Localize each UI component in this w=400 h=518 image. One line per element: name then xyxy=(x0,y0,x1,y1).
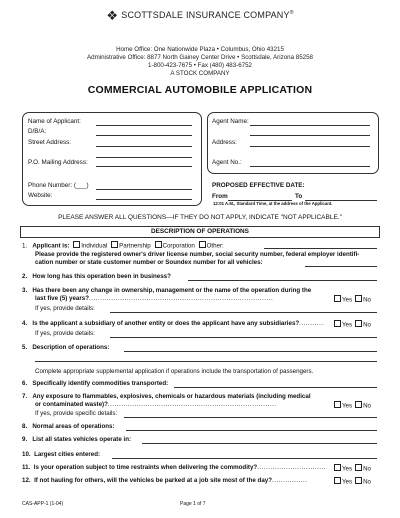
q12-yes-no: Yes No xyxy=(331,477,371,486)
admin-office: Administrative Office: 8877 North Gainey Center Drive • Scottsdale, Arizona 85258 xyxy=(87,54,313,61)
phone-fax: 1-800-423-7675 • Fax (480) 483-6752 xyxy=(148,62,252,69)
q11-no-checkbox[interactable] xyxy=(355,464,362,471)
agent-no-label: Agent No.: xyxy=(212,159,242,166)
section-header: DESCRIPTION OF OPERATIONS xyxy=(20,226,380,238)
agent-name-label: Agent Name: xyxy=(212,118,249,125)
q6-answer-field[interactable] xyxy=(174,387,377,388)
instruction-text: PLEASE ANSWER ALL QUESTIONS—IF THEY DO NOT APPLY, INDICATE "NOT APPLICABLE." xyxy=(58,214,342,221)
question-3-cont: last five (5) years?................................................................................... xyxy=(35,295,274,302)
question-6: 6. Specifically identify commodities transported: xyxy=(22,380,169,387)
individual-checkbox[interactable] xyxy=(73,241,80,248)
q12-no-checkbox[interactable] xyxy=(355,477,362,484)
q1-vehicle-id-field[interactable] xyxy=(305,266,377,267)
question-12: 12. If not hauling for others, will the vehicles be parked at a job site most of the day?................ xyxy=(22,477,308,484)
agent-no-field[interactable] xyxy=(250,166,370,167)
q12-yes-checkbox[interactable] xyxy=(334,477,341,484)
q3-yes-checkbox[interactable] xyxy=(334,295,341,302)
effective-from-label: From xyxy=(212,193,228,200)
street-address-field-2[interactable] xyxy=(96,157,192,158)
home-office: Home Office: One Nationwide Plaza • Columbus, Ohio 43215 xyxy=(116,46,284,53)
agent-address-label: Address: xyxy=(212,139,237,146)
effective-to-label: To xyxy=(295,193,303,200)
po-address-label: P.O. Mailing Address: xyxy=(28,159,88,166)
q1-note-line2: cation number or state customer number or Soundex number for all vehicles: xyxy=(35,259,263,266)
phone-label: Phone Number: (___) xyxy=(28,182,89,189)
street-address-label: Street Address: xyxy=(28,139,72,146)
q4-yes-no: Yes No xyxy=(331,320,371,329)
applicant-name-field[interactable] xyxy=(96,125,192,126)
agent-name-field[interactable] xyxy=(250,125,370,126)
question-3: 3. Has there been any change in ownership, management or the name of the operation during the xyxy=(22,287,312,294)
effective-time-note: 12:01 A.M., Standard Time, at the address of the Applicant. xyxy=(213,201,333,206)
page-number: Page 1 of 7 xyxy=(180,501,206,507)
question-10: 10. Largest cities entered: xyxy=(22,451,101,458)
supplemental-note: Complete appropriate supplemental application if operations include the transportation of passengers. xyxy=(35,368,314,375)
question-1: 1. Applicant is: Individual Partnership Corporation Other: xyxy=(22,242,224,250)
q4-yes-checkbox[interactable] xyxy=(334,320,341,327)
effective-date-title: PROPOSED EFFECTIVE DATE: xyxy=(212,182,305,189)
q7-yes-no: Yes No xyxy=(331,401,371,410)
q11-yes-no: Yes No xyxy=(331,464,371,473)
applicant-name-label: Name of Applicant: xyxy=(28,118,81,125)
q10-answer-field[interactable] xyxy=(112,458,377,459)
q4-no-checkbox[interactable] xyxy=(355,320,362,327)
other-field[interactable] xyxy=(264,248,377,249)
agent-address-field[interactable] xyxy=(250,146,370,147)
q4-detail-field[interactable] xyxy=(110,337,377,338)
question-9: 9. List all states vehicles operate in: xyxy=(22,436,132,443)
q11-yes-checkbox[interactable] xyxy=(334,464,341,471)
q3-detail-field[interactable] xyxy=(110,312,377,313)
dba-field[interactable] xyxy=(96,135,192,136)
question-4: 4. Is the applicant a subsidiary of another entity or does the applicant have any subsidiaries?........... xyxy=(22,320,324,327)
q2-answer-field[interactable] xyxy=(188,280,377,281)
agent-name-field-2[interactable] xyxy=(250,135,370,136)
form-id: CAS-APP-1 (1-04) xyxy=(22,501,64,507)
q5-answer-field[interactable] xyxy=(124,351,377,352)
question-11: 11. Is your operation subject to time restraints when delivering the commodity?............................... xyxy=(22,464,326,471)
question-5: 5. Description of operations: xyxy=(22,344,110,351)
phone-field[interactable] xyxy=(96,189,192,190)
q9-answer-field[interactable] xyxy=(142,443,377,444)
q3-detail-label: If yes, provide details: xyxy=(35,305,95,312)
website-label: Website: xyxy=(28,192,53,199)
q7-detail-label: If yes, provide specific details: xyxy=(35,410,118,417)
question-2: 2. How long has this operation been in business? xyxy=(22,273,171,280)
q1-note-line1: Please provide the registered owner's driver license number, social security number, federal employer identifi- xyxy=(35,251,360,258)
company-name: SCOTTSDALE INSURANCE COMPANY xyxy=(121,10,290,20)
company-logo: ❖ SCOTTSDALE INSURANCE COMPANY® xyxy=(106,8,294,23)
other-checkbox[interactable] xyxy=(199,241,206,248)
q4-detail-label: If yes, provide details: xyxy=(35,330,95,337)
partnership-checkbox[interactable] xyxy=(111,241,118,248)
dba-label: D/B/A: xyxy=(28,128,47,135)
eagle-logo-icon: ❖ xyxy=(106,8,119,23)
q3-yes-no: Yes No xyxy=(331,295,371,304)
q3-no-checkbox[interactable] xyxy=(355,295,362,302)
q7-no-checkbox[interactable] xyxy=(355,401,362,408)
q7-yes-checkbox[interactable] xyxy=(334,401,341,408)
page-title: COMMERCIAL AUTOMOBILE APPLICATION xyxy=(87,84,313,96)
q7-detail-field[interactable] xyxy=(124,417,377,418)
question-7-cont: or contaminated waste)?............................................................................ xyxy=(35,401,277,408)
question-8: 8. Normal areas of operations: xyxy=(22,423,115,430)
question-7: 7. Any exposure to flammables, explosives, chemicals or hazardous materials (including medical xyxy=(22,393,311,400)
q5-answer-field-2[interactable] xyxy=(35,361,377,362)
stock-company: A STOCK COMPANY xyxy=(170,70,230,77)
website-field[interactable] xyxy=(96,199,192,200)
corporation-checkbox[interactable] xyxy=(155,241,162,248)
street-address-field[interactable] xyxy=(96,146,192,147)
q8-answer-field[interactable] xyxy=(126,430,377,431)
po-address-field[interactable] xyxy=(96,166,192,167)
